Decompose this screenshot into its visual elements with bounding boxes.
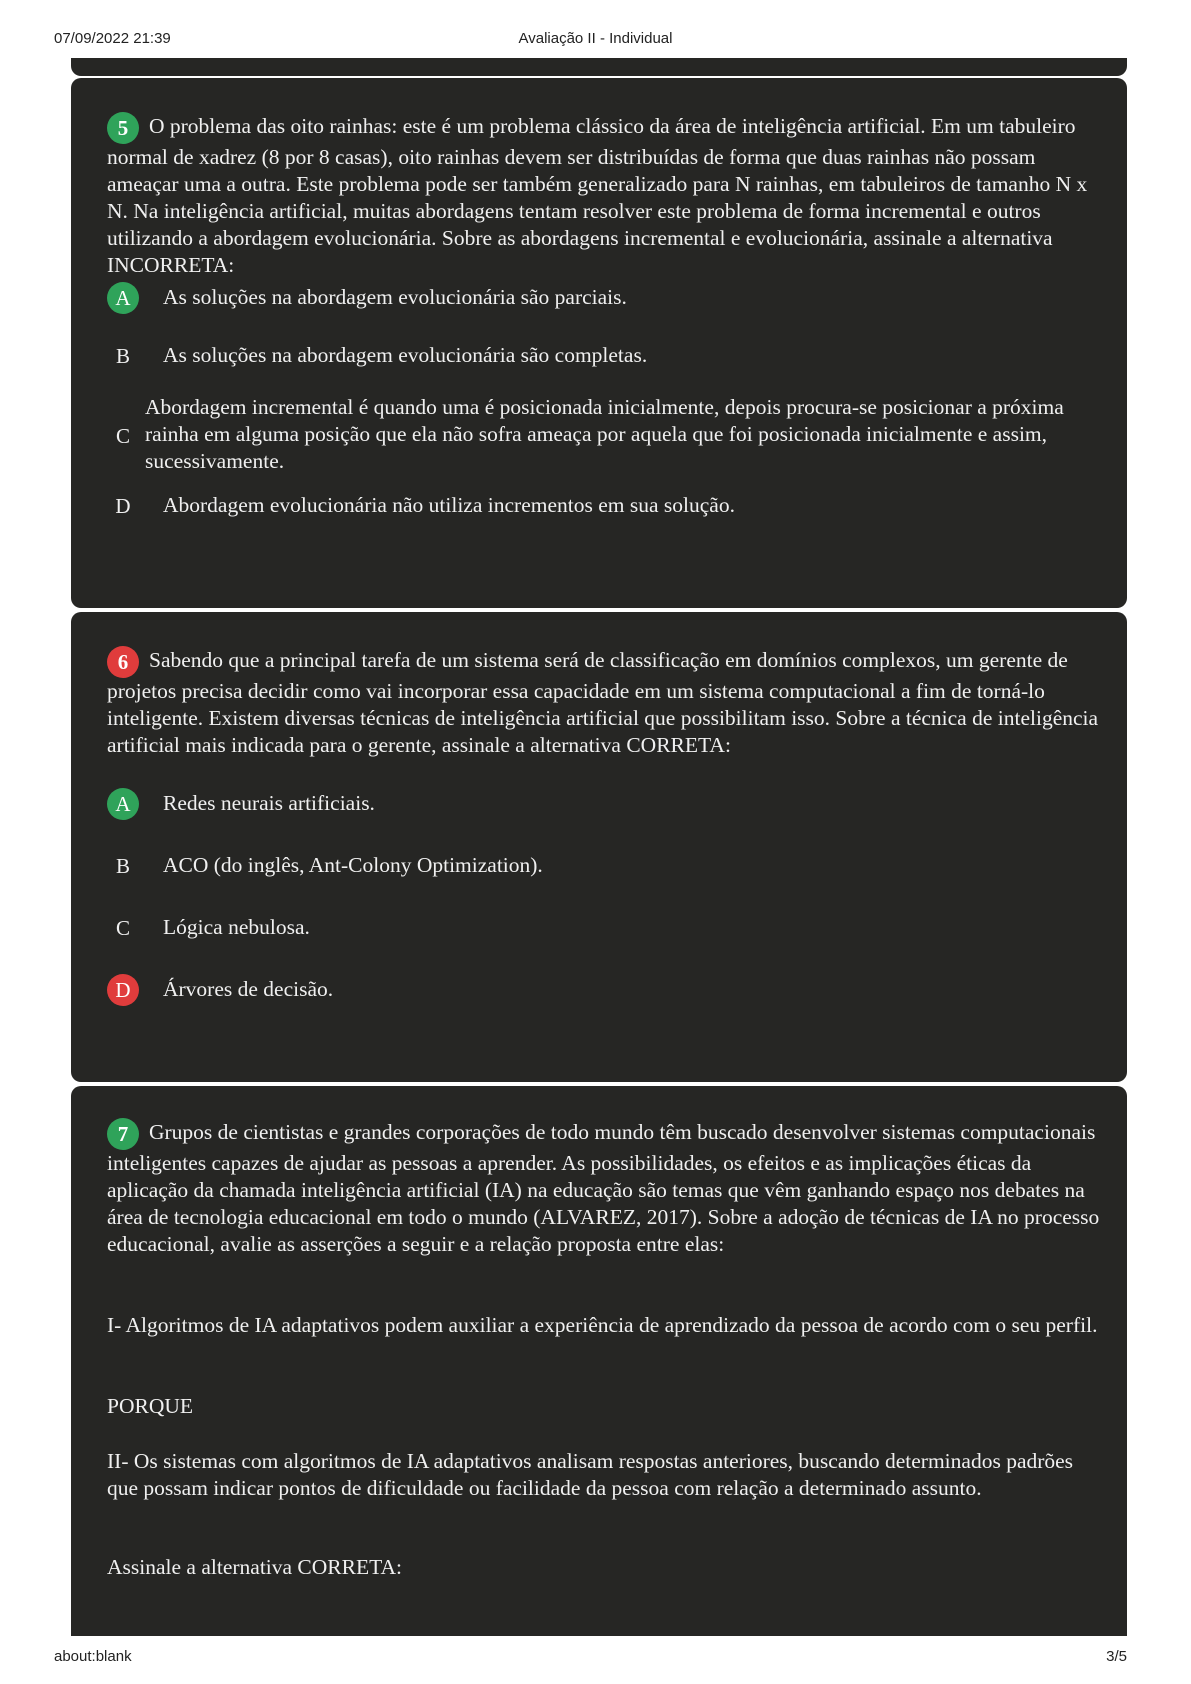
option-letter-a: A xyxy=(107,788,139,820)
page-title: Avaliação II - Individual xyxy=(518,30,673,47)
question-statement: O problema das oito rainhas: este é um problema clássico da área de inteligência artificial. Em um tabuleiro normal de xadrez (8 por 8 casas), oito rainhas devem ser distribuídas de forma que duas rainhas não possam ameaçar uma a outra. Este problema pode ser também generalizado para N rainhas, em tabuleiros de tamanho N x N. Na inteligência artificial, muitas abordagens tentam resolver este problema de forma incremental e outros utilizando a abordagem evolucionária. Sobre as abordagens incremental e evolucionária, assinale a alternativa INCORRETA: xyxy=(107,114,1088,277)
option-text: Redes neurais artificiais. xyxy=(163,791,375,815)
page-number: 3/5 xyxy=(1106,1648,1127,1665)
page-url: about:blank xyxy=(54,1648,132,1665)
porque-label: PORQUE xyxy=(107,1394,194,1418)
option-letter-d: D xyxy=(107,974,139,1006)
option-letter-c: C xyxy=(115,916,130,940)
option-text: Árvores de decisão. xyxy=(163,977,334,1001)
question-statement: Sabendo que a principal tarefa de um sistema será de classificação em domínios complexos, um gerente de projetos precisa decidir como vai incorporar essa capacidade em um sistema computacional a fim de torná-lo inteligente. Existem diversas técnicas de inteligência artificial que possibilitam isso. Sobre a técnica de inteligência artificial mais indicada para o gerente, assinale a alternativa CORRETA: xyxy=(107,648,1099,757)
assertion-1: I- Algoritmos de IA adaptativos podem auxiliar a experiência de aprendizado da pessoa de acordo com o seu perfil. xyxy=(107,1313,1098,1337)
assertion-2: II- Os sistemas com algoritmos de IA adaptativos analisam respostas anteriores, buscando determinados padrões que possam indicar pontos de dificuldade ou facilidade da pessoa com relação a determinado assunto. xyxy=(107,1449,1074,1500)
question-text xyxy=(107,1118,1107,1258)
option-letter-b: B xyxy=(115,344,130,368)
option-text: As soluções na abordagem evolucionária são parciais. xyxy=(163,285,627,309)
question-card-5 xyxy=(71,78,1127,608)
question-number-badge: 5 xyxy=(107,112,139,144)
option-letter-c: C xyxy=(115,424,130,448)
question-number-badge: 7 xyxy=(107,1118,139,1150)
question-number-badge: 6 xyxy=(107,646,139,678)
option-letter-d: D xyxy=(115,494,131,518)
option-text: Abordagem evolucionária não utiliza incrementos em sua solução. xyxy=(163,493,735,517)
question-statement: Grupos de cientistas e grandes corporações de todo mundo têm buscado desenvolver sistemas computacionais inteligentes capazes de ajudar as pessoas a aprender. As possibilidades, os efeitos e as implicações éticas da aplicação da chamada inteligência artificial (IA) na educação são temas que vêm ganhando espaço nos debates na área de tecnologia educacional em todo o mundo (ALVAREZ, 2017). Sobre a adoção de técnicas de IA no processo educacional, avalie as asserções a seguir e a relação proposta entre elas: xyxy=(107,1120,1100,1256)
question-card-6 xyxy=(71,612,1127,1082)
option-letter-a: A xyxy=(107,282,139,314)
option-letter-b: B xyxy=(115,854,130,878)
question-text xyxy=(107,112,1107,279)
previous-question-card xyxy=(71,58,1127,76)
option-text: Lógica nebulosa. xyxy=(163,915,310,939)
print-datetime: 07/09/2022 21:39 xyxy=(54,30,171,47)
instruction-text: Assinale a alternativa CORRETA: xyxy=(107,1555,403,1579)
question-text xyxy=(107,646,1107,759)
option-text: ACO (do inglês, Ant-Colony Optimization). xyxy=(163,853,543,877)
option-text: As soluções na abordagem evolucionária são completas. xyxy=(163,343,648,367)
question-card-7 xyxy=(71,1086,1127,1636)
option-text: Abordagem incremental é quando uma é posicionada inicialmente, depois procura-se posicionar a próxima rainha em alguma posição que ela não sofra ameaça por aquela que foi posicionada inicialmente e assim, sucessivamente. xyxy=(145,395,1064,473)
